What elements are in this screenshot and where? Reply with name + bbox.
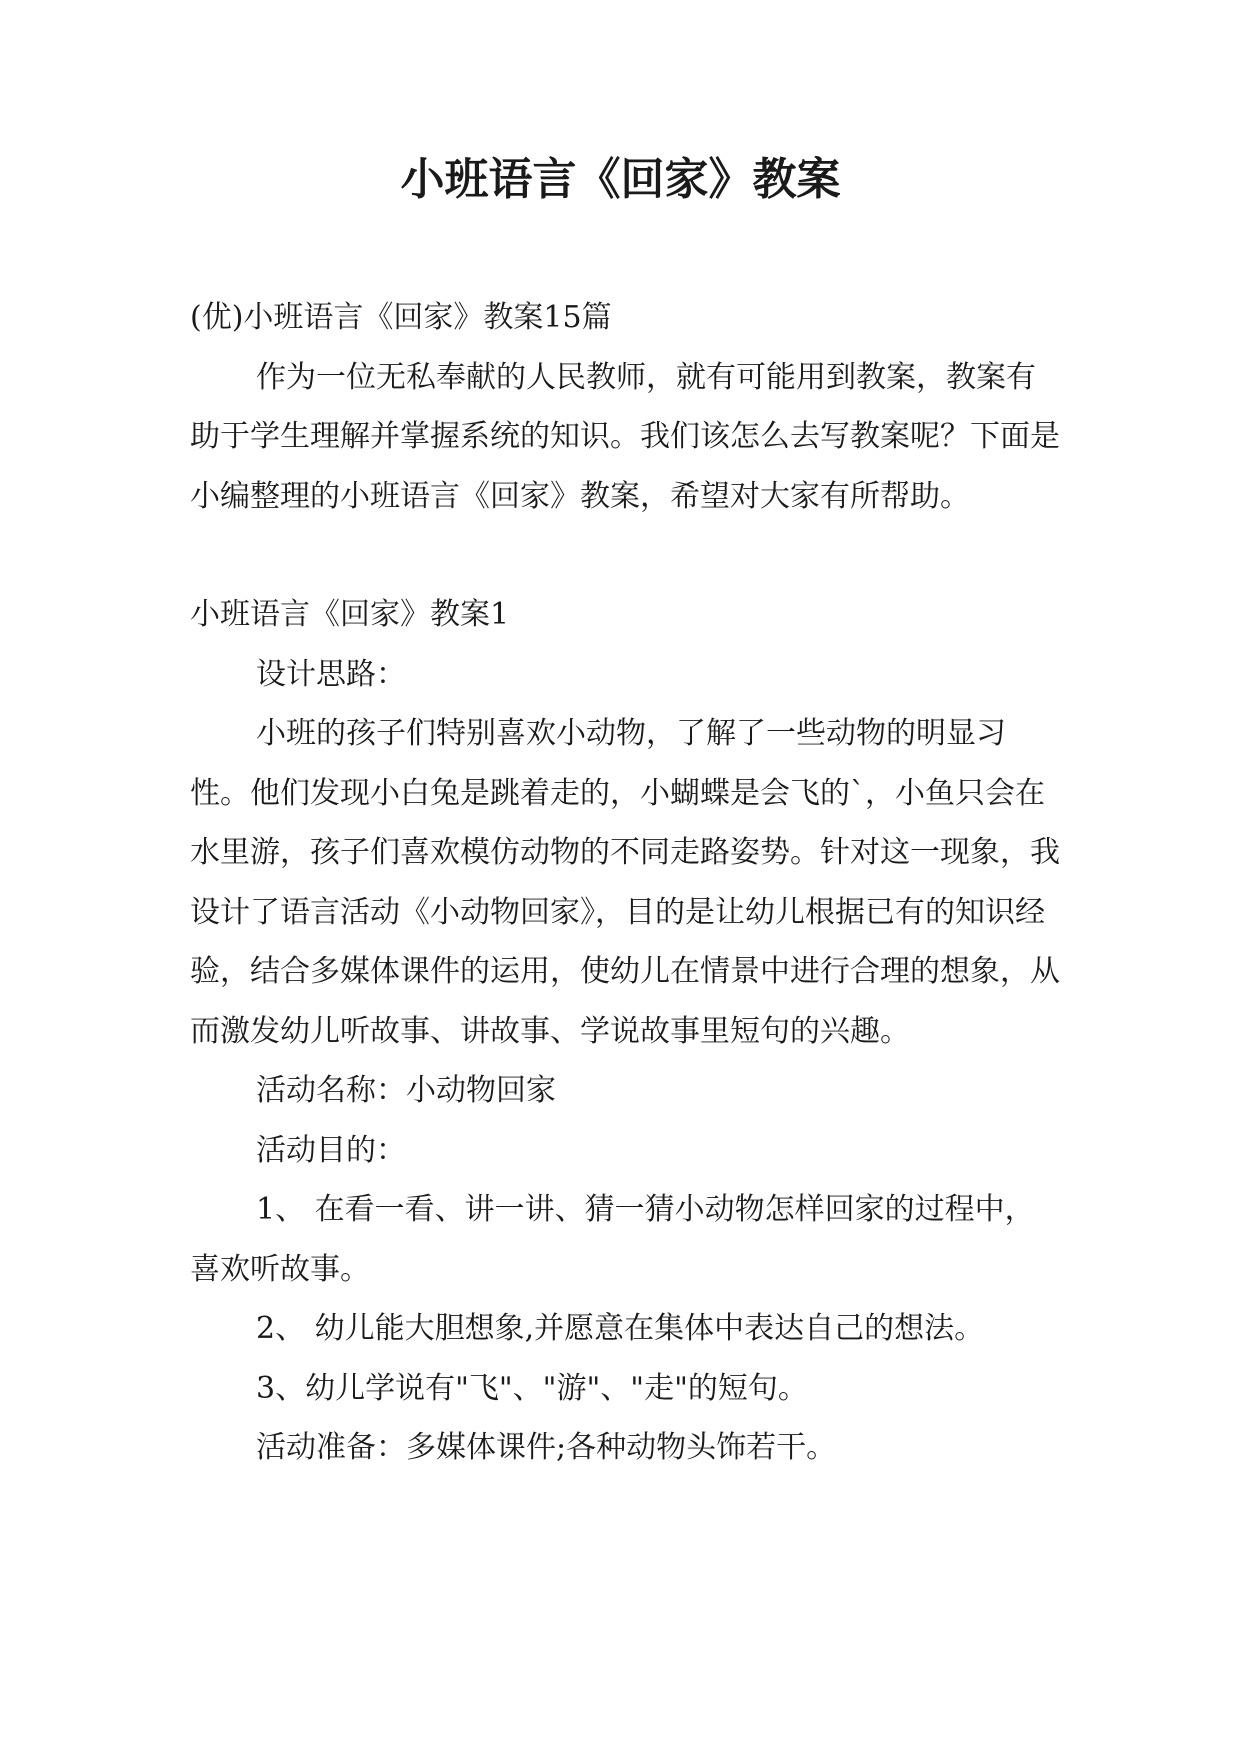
- goal-item-3: 3、幼儿学说有"飞"、"游"、"走"的短句。: [256, 1370, 808, 1406]
- intro-paragraph: 作为一位无私奉献的人民教师，就有可能用到教案，教案有助于学生理解并掌握系统的知识。我们该怎么去写教案呢？下面是小编整理的小班语言《回家》教案，希望对大家有所帮助。: [190, 359, 1060, 514]
- section-heading: 小班语言《回家》教案1: [190, 597, 510, 632]
- goal-item-2: 2、 幼儿能大胆想象,并愿意在集体中表达自己的想法。: [256, 1311, 985, 1346]
- document-body: [190, 288, 1060, 1478]
- goal-item-1: 1、 在看一看、讲一讲、猜一猜小动物怎样回家的过程中，喜欢听故事。: [190, 1192, 1035, 1287]
- design-paragraph: 小班的孩子们特别喜欢小动物，了解了一些动物的明显习性。他们发现小白兔是跳着走的，小蝴蝶是会飞的`，小鱼只会在水里游，孩子们喜欢模仿动物的不同走路姿势。针对这一现象，我设计了语言活动《小动物回家》，目的是让幼儿根据已有的知识经验，结合多媒体课件的运用，使幼儿在情景中进行合理的想象，从而激发幼儿听故事、讲故事、学说故事里短句的兴趣。: [190, 716, 1060, 1049]
- design-label: 设计思路：: [256, 656, 406, 692]
- preparation-paragraph: 活动准备：多媒体课件;各种动物头饰若干。: [256, 1430, 837, 1465]
- page-title: 小班语言《回家》教案: [400, 154, 841, 205]
- activity-name: 活动名称：小动物回家: [256, 1073, 556, 1108]
- activity-goal-label: 活动目的：: [256, 1132, 406, 1168]
- document-subtitle: (优)小班语言《回家》教案15篇: [190, 300, 612, 335]
